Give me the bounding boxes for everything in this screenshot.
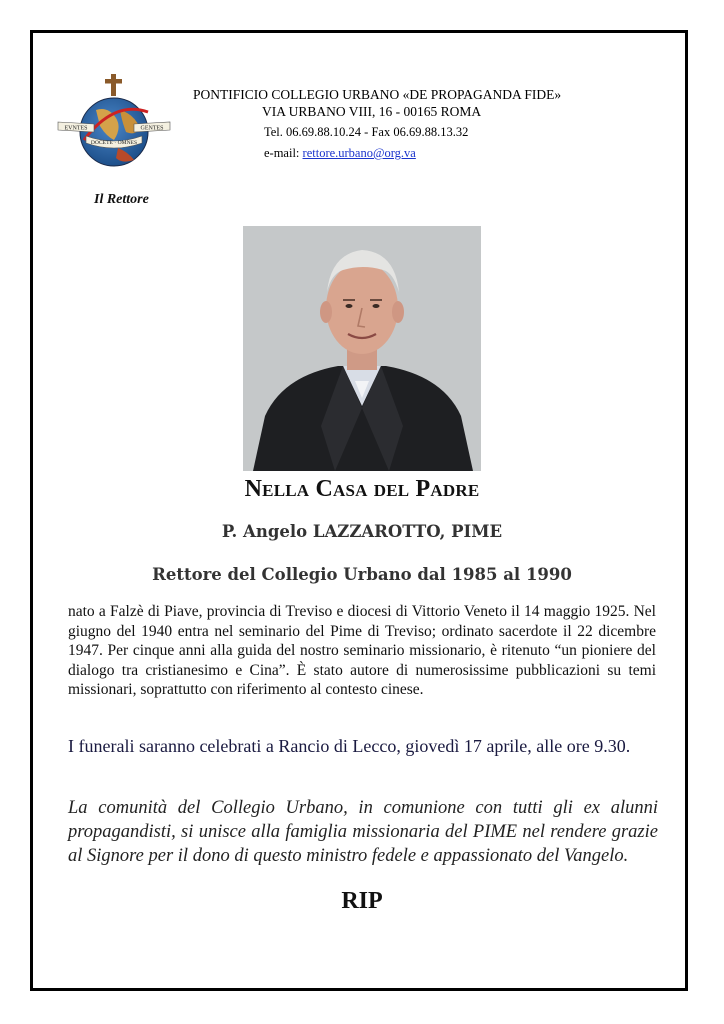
page-title: Nella Casa del Padre: [244, 476, 480, 502]
rip-text: RIP: [341, 888, 383, 914]
funeral-notice: I funerali saranno celebrati a Rancio di Lecco, giovedì 17 aprile, alle ore 9.30.: [68, 736, 631, 756]
email-link[interactable]: rettore.urbano@org.va: [302, 146, 416, 160]
email-label: e-mail:: [264, 146, 303, 160]
logo-motto-center: DOCETE · OMNES: [90, 140, 138, 146]
community-message: La comunità del Collegio Urbano, in comunione con tutti gli ex alunni propagandisti, si unisce alla famiglia missionaria del PIME nel rendere grazie al Signore per il dono di questo ministro fedele e appassionato del Vangelo.: [68, 798, 658, 866]
deceased-role: Rettore del Collegio Urbano dal 1985 al 1990: [152, 565, 572, 584]
institution-address: VIA URBANO VIII, 16 - 00165 ROMA: [262, 104, 482, 119]
college-logo-icon: [56, 70, 172, 170]
phone-fax: Tel. 06.69.88.10.24 - Fax 06.69.88.13.32: [264, 125, 469, 139]
portrait-photo: [243, 226, 481, 471]
logo-motto-left: EVNTES: [64, 125, 88, 132]
logo-motto-right: GENTES: [140, 125, 164, 132]
signature-role: Il Rettore: [94, 192, 149, 207]
deceased-name: P. Angelo LAZZAROTTO, PIME: [221, 522, 503, 541]
email-line: [264, 145, 416, 161]
institution-name: PONTIFICIO COLLEGIO URBANO «DE PROPAGANDA FIDE»: [193, 87, 562, 102]
biography-paragraph: nato a Falzè di Piave, provincia di Treviso e diocesi di Vittorio Veneto il 14 maggio 1925. Nel giugno del 1940 entra nel seminario del Pime di Treviso; ordinato sacerdote il 22 dicembre 1947. Per cinque anni alla guida del nostro seminario missionario, è ritenuto “un pioniere del dialogo tra cristianesimo e Cina”. È stato autore di numerosissime pubblicazioni su temi missionari, soprattutto con riferimento al contesto cinese.: [68, 603, 656, 698]
